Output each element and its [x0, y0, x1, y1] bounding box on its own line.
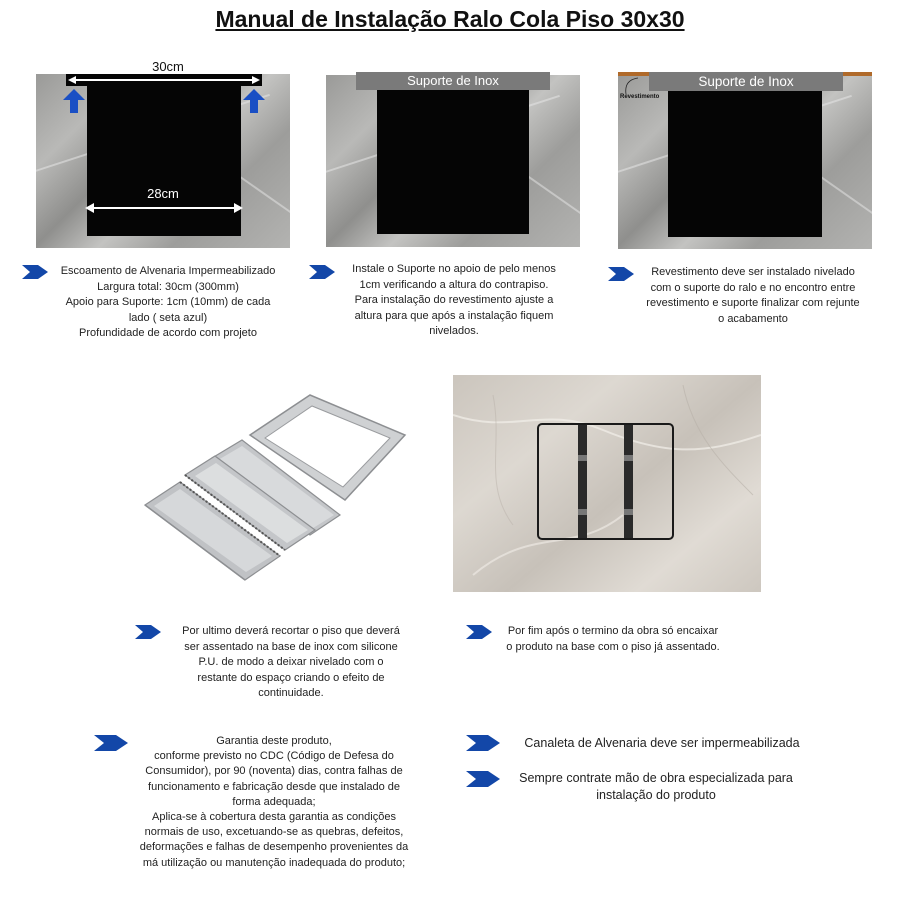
chevron-large-icon [466, 771, 500, 787]
step2-caption: Instale o Suporte no apoio de pelo menos 1cm verificando a altura do contrapiso. Para instalação do revestimento ajuste a altura para que após a instalação fiquem nivelados. [352, 263, 556, 337]
chevron-large-icon [94, 735, 128, 751]
left-support-arrow-icon [63, 89, 85, 113]
warranty-text: Garantia deste produto, conforme previsto no CDC (Código de Defesa do Consumidor), por 90 (noventa) dias, contra falhas de funcionamento e fabricação desde que instalado de forma adequada; Aplica-se à cobertura desta garantia as condições normais de uso, excetuando-se as quebras, defeitos, deformações e falhas de desempenho provenientes da má utilização ou manutenção inadequada do produto; [139, 735, 409, 869]
chevron-icon [135, 625, 161, 639]
step5-caption: Por fim após o termino da obra só encaixar o produto na base com o piso já assentado. [506, 625, 720, 653]
step3-steel-support-bar: Suporte de Inox [649, 72, 843, 91]
step1-dim-inner-label: 28cm [147, 186, 179, 201]
step2-steel-support-bar: Suporte de Inox [356, 72, 550, 90]
step3-tile-edge-right [842, 72, 872, 76]
step3-drain-channel [668, 89, 822, 237]
note-waterproofing: Canaleta de Alvenaria deve ser impermeabilizada [524, 736, 800, 750]
installed-drain-photo [453, 375, 761, 592]
step3-pointer-line [620, 76, 640, 96]
step4-caption: Por ultimo deverá recortar o piso que deverá ser assentado na base de inox com silicone P.U. de modo a deixar nivelado com o restante do espaço criando o efeito de continuidade. [182, 625, 400, 699]
chevron-large-icon [466, 735, 500, 751]
step1-dim-inner-arrow [84, 201, 244, 215]
page-title: Manual de Instalação Ralo Cola Piso 30x30 [215, 6, 685, 32]
step1-dim-top-label: 30cm [152, 59, 184, 74]
step2-drain-channel [377, 89, 529, 234]
step3-side-label: Revestimento [620, 94, 660, 100]
step1-caption: Escoamento de Alvenaria Impermeabilizado Largura total: 30cm (300mm) Apoio para Suporte: 1cm (10mm) de cada lado ( seta azul) Profundidade de acordo com projeto [60, 265, 276, 339]
note-professional-labor: Sempre contrate mão de obra especializada para instalação do produto [519, 771, 793, 802]
exploded-product-illustration [140, 390, 420, 620]
step3-caption: Revestimento deve ser instalado nivelado com o suporte do ralo e no encontro entre revestimento e suporte finalizar com rejunte o acabamento [646, 266, 860, 325]
step1-dim-top-arrow [66, 74, 262, 86]
right-support-arrow-icon [243, 89, 265, 113]
